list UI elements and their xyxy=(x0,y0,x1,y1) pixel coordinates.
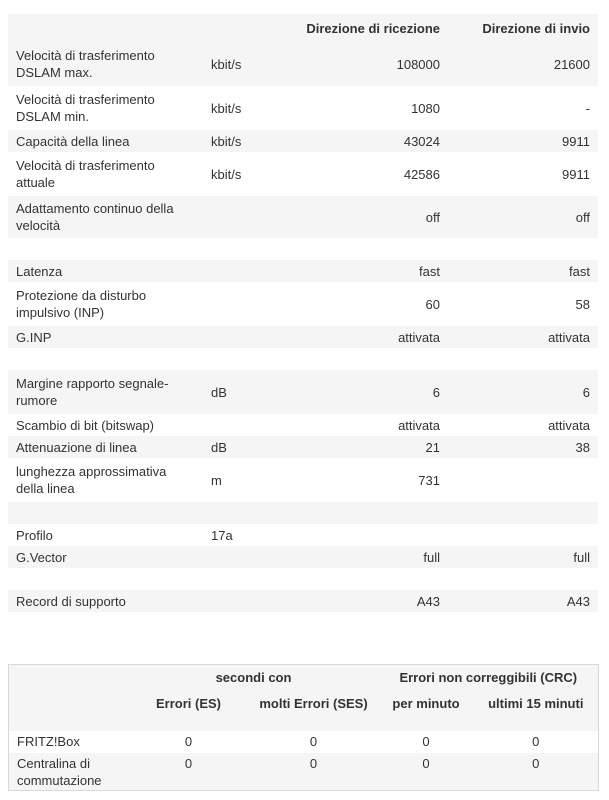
dsl-row-send-value xyxy=(448,524,598,546)
error-row-per-minute: 0 xyxy=(379,753,474,791)
header-errors-es: Errori (ES) xyxy=(129,691,249,731)
table-row xyxy=(8,152,598,196)
dsl-row-send-value xyxy=(448,458,598,502)
dsl-row-receive-value: attivata xyxy=(288,414,448,436)
dsl-row-unit xyxy=(203,260,288,282)
error-row-label: FRITZ!Box xyxy=(9,731,129,753)
error-row-per-minute: 0 xyxy=(379,731,474,753)
dsl-row-receive-value: A43 xyxy=(288,590,448,612)
dsl-row-send-value: off xyxy=(448,196,598,238)
header-many-errors-ses: molti Errori (SES) xyxy=(249,691,379,731)
dsl-row-label: Latenza xyxy=(8,260,203,282)
dsl-row-receive-value: full xyxy=(288,546,448,568)
dsl-row-send-value: 38 xyxy=(448,436,598,458)
dsl-row-send-value: 58 xyxy=(448,282,598,326)
error-row-ses: 0 xyxy=(249,731,379,753)
table-row xyxy=(9,753,599,791)
dsl-row-unit xyxy=(203,196,288,238)
dsl-row-send-value xyxy=(448,348,598,370)
header-blank-unit xyxy=(203,14,288,42)
dsl-row-receive-value: 60 xyxy=(288,282,448,326)
table-row xyxy=(8,370,598,414)
dsl-row-receive-value xyxy=(288,524,448,546)
dsl-row-receive-value xyxy=(288,568,448,590)
dsl-row-label: Profilo xyxy=(8,524,203,546)
table-row xyxy=(8,86,598,130)
dsl-row-label: Adattamento continuo della velocità xyxy=(8,196,203,238)
error-row-es: 0 xyxy=(129,731,249,753)
header-blank-label xyxy=(8,14,203,42)
dsl-row-receive-value: 1080 xyxy=(288,86,448,130)
dsl-info-table xyxy=(8,14,598,612)
header-receive-direction: Direzione di ricezione xyxy=(288,14,448,42)
table-row xyxy=(8,414,598,436)
header-seconds-with: secondi con xyxy=(129,665,379,691)
dsl-row-unit xyxy=(203,502,288,524)
dsl-row-receive-value xyxy=(288,502,448,524)
dsl-row-send-value xyxy=(448,502,598,524)
table-row xyxy=(8,326,598,348)
error-row-label: Centralina di commutazione xyxy=(9,753,129,791)
dsl-row-receive-value xyxy=(288,348,448,370)
header-send-direction: Direzione di invio xyxy=(448,14,598,42)
table-row xyxy=(8,568,598,590)
dsl-row-label: lunghezza approssimativa della linea xyxy=(8,458,203,502)
dsl-row-receive-value: 731 xyxy=(288,458,448,502)
header-crc-errors: Errori non correggibili (CRC) xyxy=(379,665,599,691)
dsl-row-unit xyxy=(203,348,288,370)
dsl-row-send-value: 9911 xyxy=(448,130,598,152)
dsl-row-unit: kbit/s xyxy=(203,86,288,130)
table-row xyxy=(8,238,598,260)
dsl-row-label: Margine rapporto segnale-rumore xyxy=(8,370,203,414)
dsl-row-send-value: A43 xyxy=(448,590,598,612)
header-per-minute: per minuto xyxy=(379,691,474,731)
table-row xyxy=(8,42,598,86)
dsl-row-send-value: attivata xyxy=(448,326,598,348)
dsl-row-unit: 17a xyxy=(203,524,288,546)
dsl-row-label: Velocità di trasferimento DSLAM min. xyxy=(8,86,203,130)
dsl-row-unit xyxy=(203,414,288,436)
dsl-row-receive-value: 43024 xyxy=(288,130,448,152)
dsl-row-unit: dB xyxy=(203,436,288,458)
dsl-row-label xyxy=(8,568,203,590)
dsl-row-label: Velocità di trasferimento DSLAM max. xyxy=(8,42,203,86)
dsl-row-label: Record di supporto xyxy=(8,590,203,612)
dsl-table-header-row xyxy=(8,14,598,42)
dsl-row-label: Capacità della linea xyxy=(8,130,203,152)
dsl-row-unit: kbit/s xyxy=(203,42,288,86)
dsl-row-label: G.Vector xyxy=(8,546,203,568)
table-row xyxy=(8,348,598,370)
dsl-row-send-value: - xyxy=(448,86,598,130)
dsl-row-unit xyxy=(203,546,288,568)
dsl-row-label: G.INP xyxy=(8,326,203,348)
dsl-row-label xyxy=(8,502,203,524)
error-column-header-row xyxy=(9,691,599,731)
dsl-row-send-value: 6 xyxy=(448,370,598,414)
table-row xyxy=(8,130,598,152)
dsl-row-send-value: 9911 xyxy=(448,152,598,196)
dsl-row-unit xyxy=(203,568,288,590)
error-stats-table xyxy=(8,664,599,791)
dsl-row-unit: kbit/s xyxy=(203,152,288,196)
error-row-es: 0 xyxy=(129,753,249,791)
table-row xyxy=(8,436,598,458)
error-row-last-15: 0 xyxy=(474,753,599,791)
dsl-row-receive-value: 42586 xyxy=(288,152,448,196)
dsl-row-receive-value: 21 xyxy=(288,436,448,458)
header-last-15-minutes: ultimi 15 minuti xyxy=(474,691,599,731)
dsl-row-unit xyxy=(203,326,288,348)
table-row xyxy=(8,524,598,546)
error-row-ses: 0 xyxy=(249,753,379,791)
table-row xyxy=(8,282,598,326)
dsl-row-label: Protezione da disturbo impulsivo (INP) xyxy=(8,282,203,326)
dsl-row-label xyxy=(8,238,203,260)
table-row xyxy=(8,546,598,568)
dsl-row-receive-value: off xyxy=(288,196,448,238)
dsl-row-send-value: 21600 xyxy=(448,42,598,86)
dsl-row-receive-value: 108000 xyxy=(288,42,448,86)
table-row xyxy=(8,196,598,238)
dsl-row-send-value: fast xyxy=(448,260,598,282)
dsl-row-unit xyxy=(203,238,288,260)
table-row xyxy=(9,731,599,753)
dsl-row-label: Attenuazione di linea xyxy=(8,436,203,458)
error-group-header-row xyxy=(9,665,599,691)
dsl-row-label: Velocità di trasferimento attuale xyxy=(8,152,203,196)
error-row-last-15: 0 xyxy=(474,731,599,753)
dsl-row-unit: kbit/s xyxy=(203,130,288,152)
table-row xyxy=(8,502,598,524)
dsl-row-unit: dB xyxy=(203,370,288,414)
dsl-row-receive-value xyxy=(288,238,448,260)
dsl-row-send-value: full xyxy=(448,546,598,568)
dsl-row-unit: m xyxy=(203,458,288,502)
dsl-row-send-value xyxy=(448,238,598,260)
dsl-row-send-value: attivata xyxy=(448,414,598,436)
dsl-row-receive-value: fast xyxy=(288,260,448,282)
table-row xyxy=(8,590,598,612)
table-row xyxy=(8,260,598,282)
dsl-row-label xyxy=(8,348,203,370)
dsl-row-unit xyxy=(203,282,288,326)
dsl-row-receive-value: attivata xyxy=(288,326,448,348)
dsl-row-send-value xyxy=(448,568,598,590)
table-row xyxy=(8,458,598,502)
dsl-row-label: Scambio di bit (bitswap) xyxy=(8,414,203,436)
dsl-row-unit xyxy=(203,590,288,612)
dsl-row-receive-value: 6 xyxy=(288,370,448,414)
